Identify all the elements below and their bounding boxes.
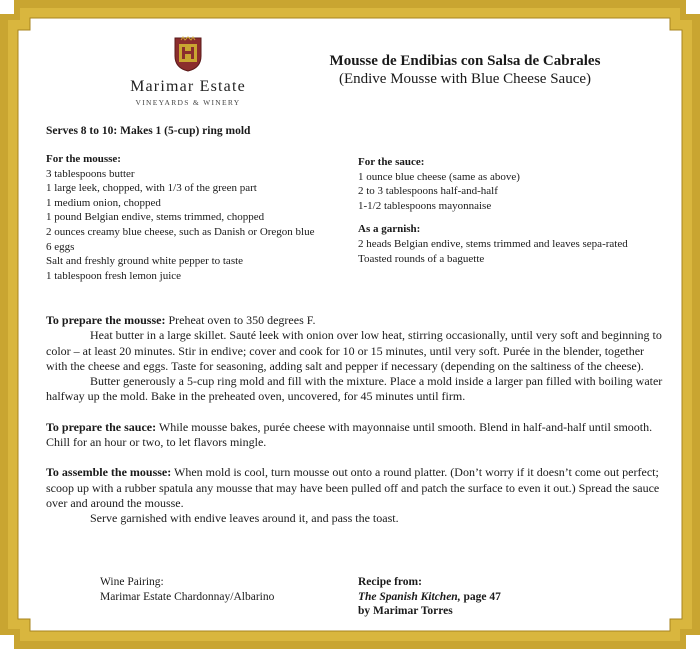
- sauce-instructions: To prepare the sauce: While mousse bakes, purée cheese with mayonnaise until smooth. Blend in half-and-half until smooth. Chill for an hour or two, to let flavors mingle.: [46, 419, 653, 450]
- step-label: To assemble the mousse:: [46, 465, 172, 480]
- ingredient-item: 2 heads Belgian endive, stems trimmed and leaves sepa-rated: [358, 237, 628, 250]
- wine-pairing: [100, 575, 274, 604]
- assemble-instructions: To assemble the mousse: When mold is cool, turn mousse out onto a round platter. (Don’t worry if it doesn’t come out perfect; scoop up with a rubber spatula any mousse that may have been pulled off and patch the surface to even it out.) Spread the sauce over and around the mousse.: [46, 465, 660, 510]
- recipe-source: [358, 575, 501, 619]
- ingredient-item: 2 to 3 tablespoons half-and-half: [358, 185, 498, 198]
- recipe-source-book: The Spanish Kitchen, page 47: [358, 590, 501, 603]
- mousse-instructions-p2: Butter generously a 5-cup ring mold and fill with the mixture. Place a mold inside a larger pan filled with boiling water halfway up the mold. Bake in the preheated oven, uncovered, for 45 minutes until firm.: [46, 374, 663, 404]
- ingredient-item: 1 pound Belgian endive, stems trimmed, chopped: [46, 211, 265, 224]
- crest-icon: [173, 36, 203, 72]
- recipe-title: Mousse de Endibias con Salsa de Cabrales: [329, 53, 601, 69]
- ingredient-item: 3 tablespoons butter: [46, 167, 135, 180]
- ingredient-item: 1-1/2 tablespoons mayonnaise: [358, 199, 492, 212]
- recipe-source-author: by Marimar Torres: [358, 605, 453, 617]
- recipe-title-block: [300, 52, 630, 88]
- brand-tagline: VINEYARDS & WINERY: [135, 98, 241, 107]
- garnish-heading: As a garnish:: [358, 223, 421, 236]
- sauce-and-garnish: [358, 155, 658, 266]
- serves-line: Serves 8 to 10: Makes 1 (5-cup) ring mold: [46, 125, 251, 137]
- ingredient-item: 1 medium onion, chopped: [46, 196, 161, 209]
- assemble-instructions-p2: Serve garnished with endive leaves around it, and pass the toast.: [90, 511, 399, 526]
- mousse-instructions-intro: To prepare the mousse: Preheat oven to 350 degrees F.: [46, 313, 316, 327]
- sauce-heading: For the sauce:: [358, 156, 425, 168]
- step-label: To prepare the sauce:: [46, 419, 157, 434]
- instructions: [46, 313, 666, 527]
- ingredient-item: 1 tablespoon fresh lemon juice: [46, 269, 182, 282]
- recipe-source-label: Recipe from:: [358, 576, 422, 588]
- mousse-instructions-p1: Heat butter in a large skillet. Sauté leek with onion over low heat, stirring occasionally, until very soft and beginning to color – at least 20 minutes. Stir in endive; cover and cook for 10 or 15 minutes, until very soft. Purée in the blender, together with the cheese and eggs. Taste for seasoning, adding salt and pepper if necessary (depending on the saltiness of the cheese).: [46, 328, 662, 373]
- brand-name: Marimar Estate: [130, 78, 246, 95]
- wine-pairing-label: Wine Pairing:: [100, 576, 164, 588]
- ingredient-item: 1 large leek, chopped, with 1/3 of the green part: [46, 182, 257, 195]
- step-label: To prepare the mousse:: [46, 313, 166, 327]
- ingredient-item: 2 ounces creamy blue cheese, such as Danish or Oregon blue: [46, 225, 315, 238]
- mousse-heading: For the mousse:: [46, 153, 121, 165]
- mousse-ingredients: [46, 152, 326, 283]
- brand-logo: [118, 36, 258, 107]
- wine-pairing-value: Marimar Estate Chardonnay/Albarino: [100, 590, 275, 603]
- recipe-subtitle: (Endive Mousse with Blue Cheese Sauce): [338, 71, 592, 87]
- ingredient-item: Toasted rounds of a baguette: [358, 252, 485, 265]
- ingredient-item: 6 eggs: [46, 240, 75, 253]
- ingredient-item: 1 ounce blue cheese (same as above): [358, 170, 520, 183]
- ingredient-item: Salt and freshly ground white pepper to taste: [46, 255, 244, 268]
